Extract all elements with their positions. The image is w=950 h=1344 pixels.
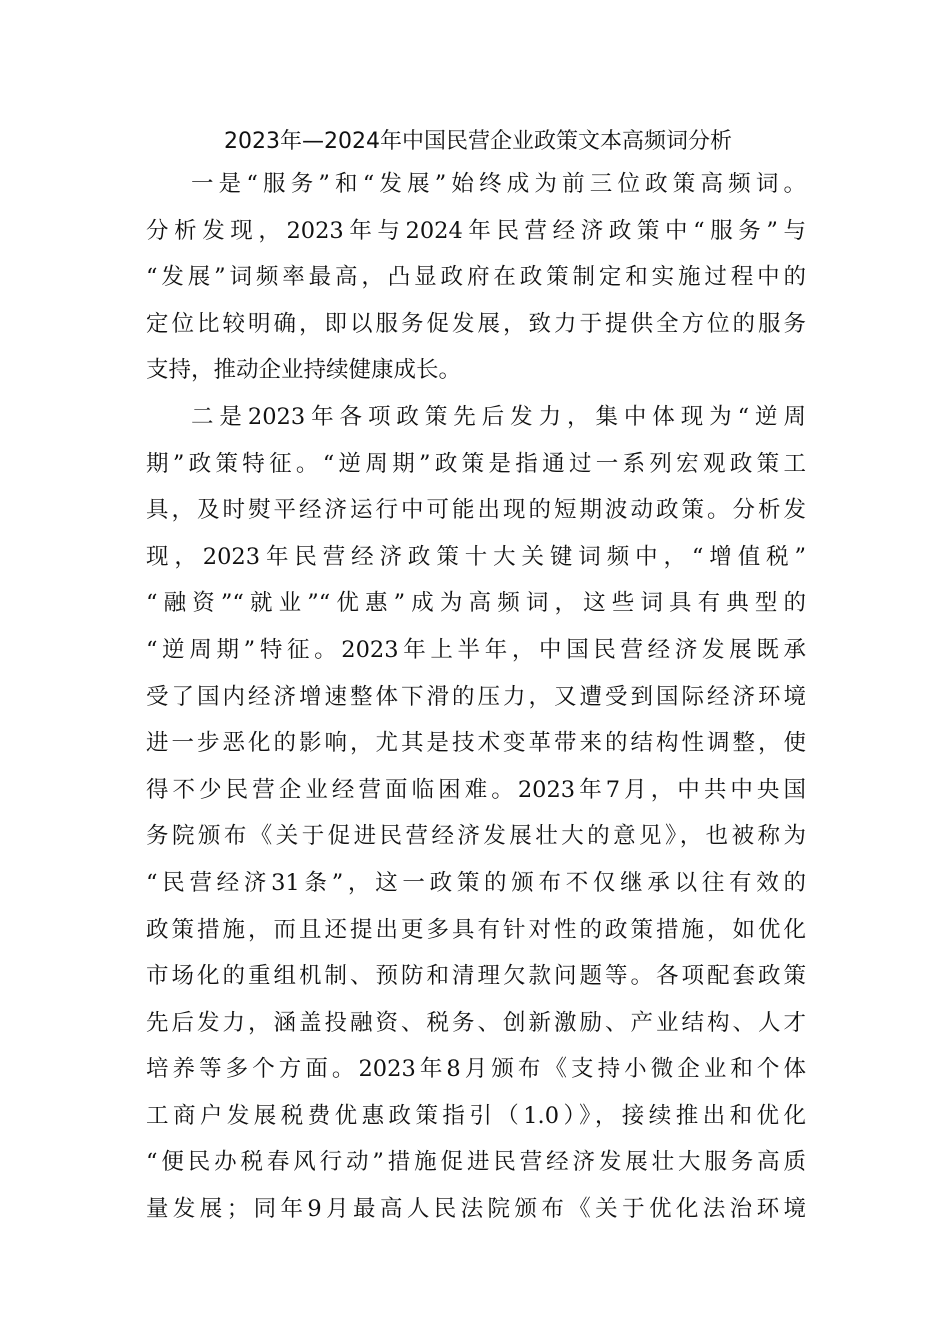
text-line: 务院颁布《关于促进民营经济发展壮大的意见》，也被称为 xyxy=(146,823,806,850)
text-line: “发展”词频率最高，凸显政府在政策制定和实施过程中的 xyxy=(146,264,806,291)
text-line: 一是“服务”和“发展”始终成为前三位政策高频词。 xyxy=(191,171,806,197)
text-line: “逆周期”特征。2023年上半年，中国民营经济发展既承 xyxy=(146,636,806,663)
text-line: 市场化的重组机制、预防和清理欠款问题等。各项配套政策 xyxy=(146,963,806,990)
text-line: 现，2023年民营经济政策十大关键词频中，“增值税” xyxy=(146,543,806,570)
text-line: “便民办税春风行动”措施促进民营经济发展壮大服务高质 xyxy=(146,1149,806,1176)
paragraph-2 xyxy=(146,394,806,1233)
text-line: 具，及时熨平经济运行中可能出现的短期波动政策。分析发 xyxy=(146,497,806,524)
text-line: 二是2023年各项政策先后发力，集中体现为“逆周 xyxy=(191,403,806,430)
text-line: 得不少民营企业经营面临困难。2023年7月，中共中央国 xyxy=(146,776,806,803)
text-line: 量发展；同年9月最高人民法院颁布《关于优化法治环境 xyxy=(146,1196,806,1223)
text-line: 培养等多个方面。2023年8月颁布《支持小微企业和个体 xyxy=(146,1056,806,1083)
text-line: 先后发力，涵盖投融资、税务、创新激励、产业结构、人才 xyxy=(146,1009,806,1036)
document-body xyxy=(146,161,806,1233)
text-line: 定位比较明确，即以服务促发展，致力于提供全方位的服务 xyxy=(146,310,806,337)
text-line: 政策措施，而且还提出更多具有针对性的政策措施，如优化 xyxy=(146,916,806,943)
text-line: 工商户发展税费优惠政策指引（1.0）》，接续推出和优化 xyxy=(146,1102,806,1129)
text-line: 分析发现，2023年与2024年民营经济政策中“服务”与 xyxy=(146,217,806,244)
document-title: 2023年—2024年中国民营企业政策文本高频词分析 xyxy=(224,129,732,154)
text-line: 期”政策特征。“逆周期”政策是指通过一系列宏观政策工 xyxy=(146,450,806,477)
text-line: 进一步恶化的影响，尤其是技术变革带来的结构性调整，使 xyxy=(146,730,806,757)
text-line: “民营经济31条”，这一政策的颁布不仅继承以往有效的 xyxy=(146,869,806,896)
paragraph-1 xyxy=(146,161,806,394)
text-line: 受了国内经济增速整体下滑的压力，又遭受到国际经济环境 xyxy=(146,683,806,710)
text-line: “融资”“就业”“优惠”成为高频词，这些词具有典型的 xyxy=(146,590,806,617)
text-line: 支持，推动企业持续健康成长。 xyxy=(146,357,462,384)
